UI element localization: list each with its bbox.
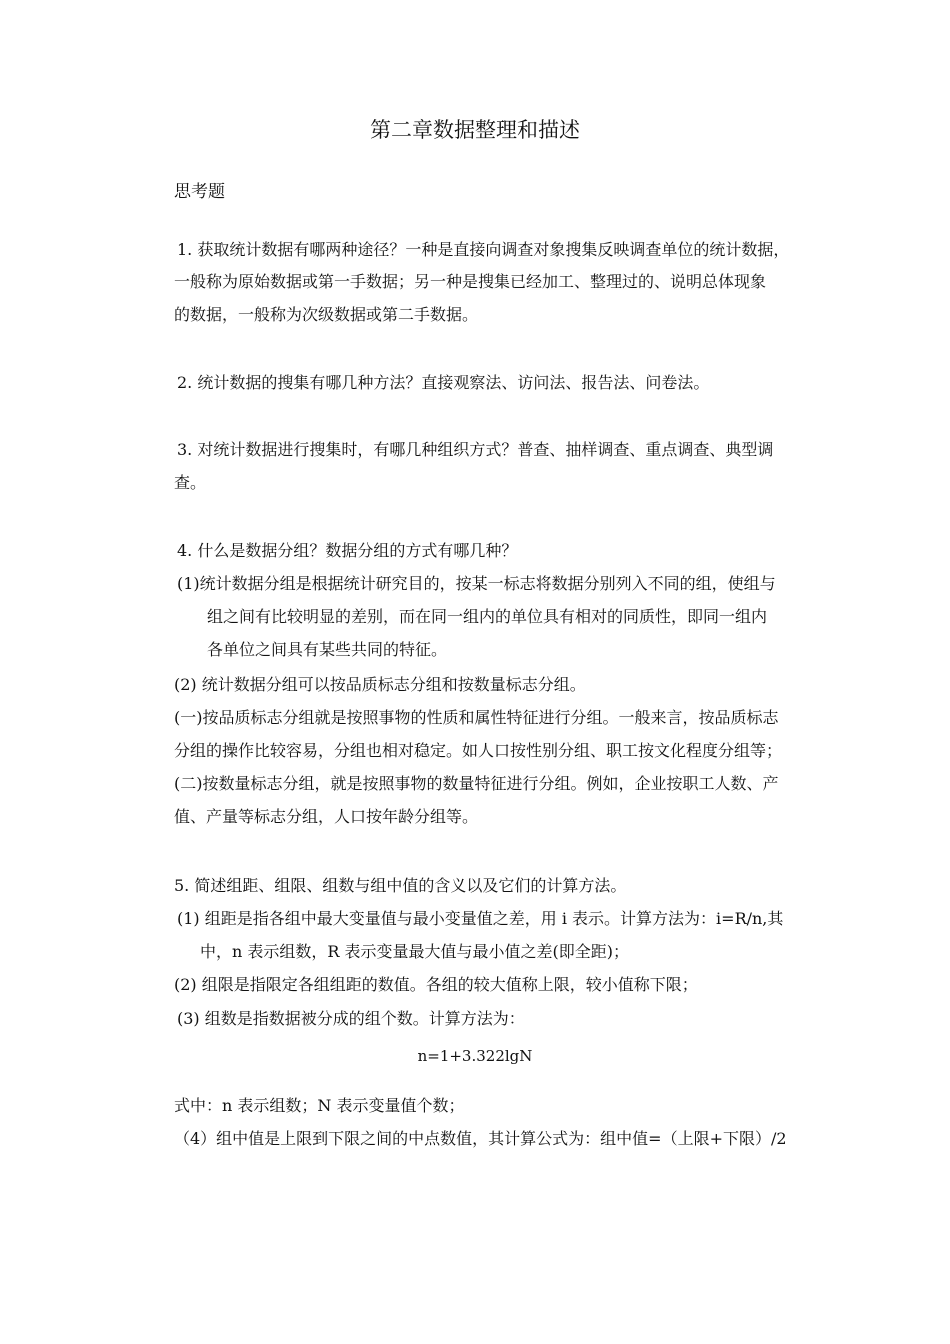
paragraph-line: (一)按品质标志分组就是按照事物的性质和属性特征进行分组。一般来言，按品质标志: [174, 708, 779, 727]
section-heading: 思考题: [174, 182, 225, 202]
paragraph-line: 的数据，一般称为次级数据或第二手数据。: [174, 305, 479, 324]
formula: n=1+3.322lgN: [417, 1047, 533, 1065]
page-title: 第二章数据整理和描述: [370, 118, 580, 142]
paragraph-line: 1. 获取统计数据有哪两种途径？一种是直接向调查对象搜集反映调查单位的统计数据，: [177, 240, 790, 259]
paragraph-line: 各单位之间具有某些共同的特征。: [207, 640, 448, 659]
paragraph-line: (1) 组距是指各组中最大变量值与最小变量值之差，用 i 表示。计算方法为：i=R/n,其: [177, 909, 784, 928]
paragraph-line: （4）组中值是上限到下限之间的中点数值，其计算公式为：组中值=（上限+下限）/2: [174, 1129, 787, 1148]
paragraph-line: (2) 组限是指限定各组组距的数值。各组的较大值称上限，较小值称下限；: [174, 975, 698, 994]
paragraph-line: 式中：n 表示组数；N 表示变量值个数；: [174, 1096, 465, 1115]
paragraph-line: 查。: [174, 473, 207, 492]
paragraph-line: (2) 统计数据分组可以按品质标志分组和按数量标志分组。: [174, 675, 586, 694]
paragraph-line: 5. 简述组距、组限、组数与组中值的含义以及它们的计算方法。: [174, 876, 627, 895]
paragraph-line: (1)统计数据分组是根据统计研究目的，按某一标志将数据分别列入不同的组，使组与: [177, 574, 776, 593]
paragraph-line: 3. 对统计数据进行搜集时，有哪几种组织方式？普查、抽样调查、重点调查、典型调: [177, 440, 774, 459]
paragraph-line: 值、产量等标志分组，人口按年龄分组等。: [174, 807, 479, 826]
paragraph-line: (二)按数量标志分组，就是按照事物的数量特征进行分组。例如，企业按职工人数、产: [174, 774, 779, 793]
paragraph-line: 中，n 表示组数，R 表示变量最大值与最小值之差(即全距)；: [200, 942, 630, 961]
paragraph-line: (3) 组数是指数据被分成的组个数。计算方法为：: [177, 1009, 525, 1028]
paragraph-line: 一般称为原始数据或第一手数据；另一种是搜集已经加工、整理过的、说明总体现象: [174, 272, 767, 291]
paragraph-line: 分组的操作比较容易，分组也相对稳定。如人口按性别分组、职工按文化程度分组等；: [174, 741, 783, 760]
paragraph-line: 2. 统计数据的搜集有哪几种方法？直接观察法、访问法、报告法、问卷法。: [177, 373, 710, 392]
paragraph-line: 组之间有比较明显的差别，而在同一组内的单位具有相对的同质性，即同一组内: [207, 607, 768, 626]
paragraph-line: 4. 什么是数据分组？数据分组的方式有哪几种？: [177, 541, 518, 560]
